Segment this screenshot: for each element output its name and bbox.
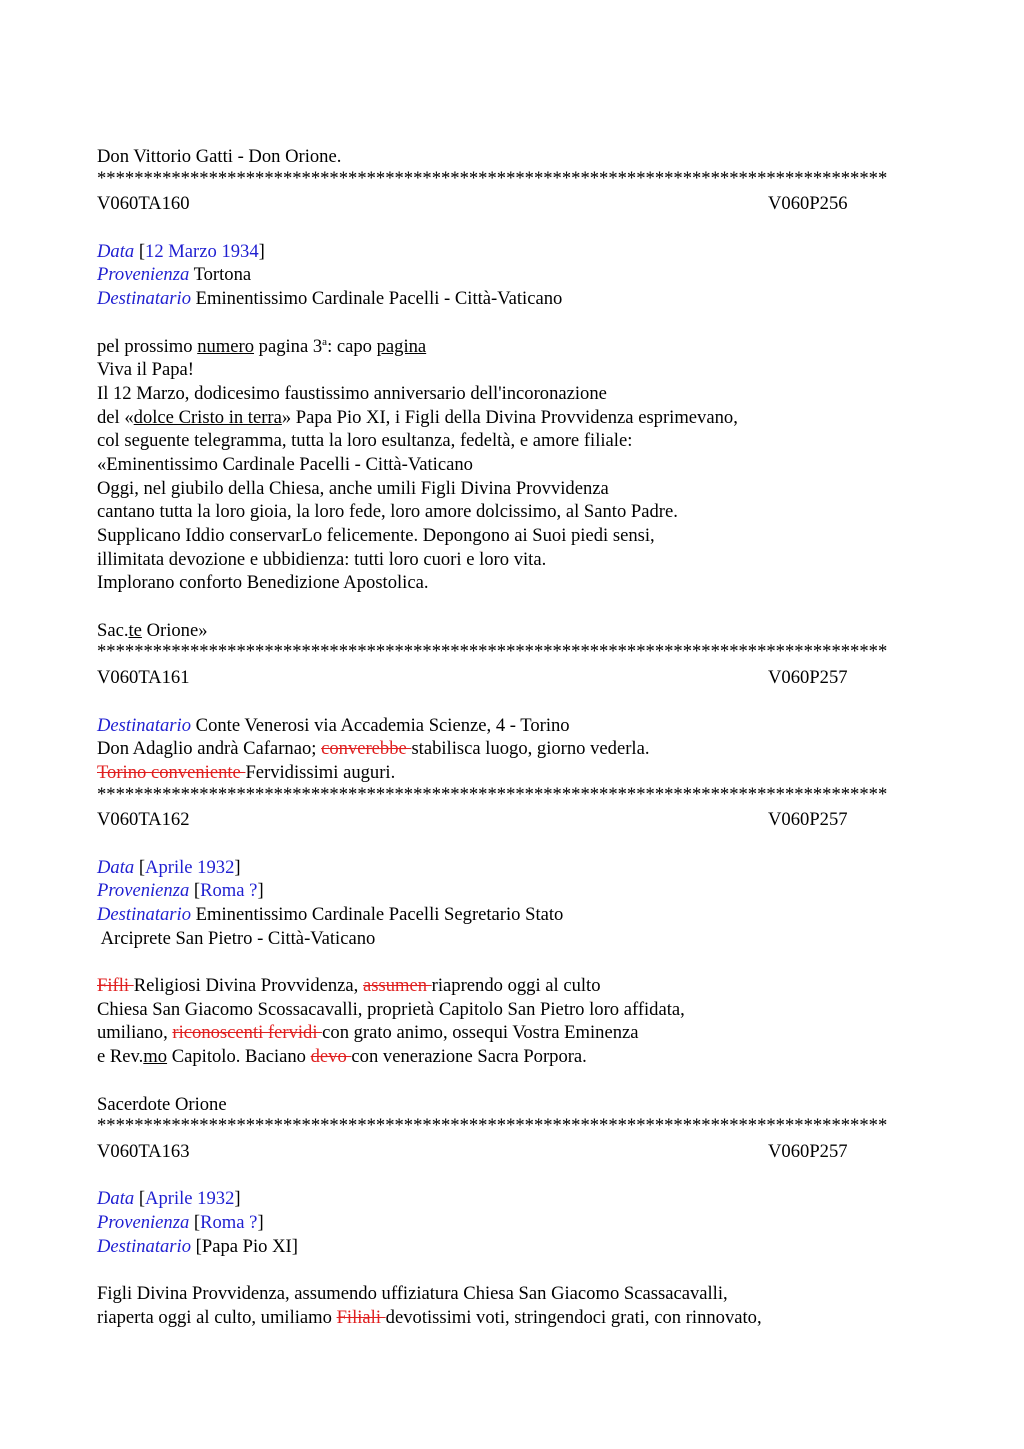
field-destinatario: Destinatario Eminentissimo Cardinale Pacelli - Città-Vaticano [97,288,563,310]
text-line: Implorano conforto Benedizione Apostolica. [97,572,429,594]
field-provenienza: Provenienza [Roma ?] [97,880,264,902]
signature: Sac.te Orione» [97,619,208,641]
text-line: Chiesa San Giacomo Scossacavalli, proprietà Capitolo San Pietro loro affidata, [97,998,685,1020]
page-ref: V060P257 [768,667,848,689]
field-destinatario: Destinatario [Papa Pio XI] [97,1235,298,1257]
entry-id: V060TA162 [97,809,190,831]
page-ref: V060P257 [768,1140,848,1162]
text-line: del «dolce Cristo in terra» Papa Pio XI, i Figli della Divina Provvidenza esprimevano, [97,406,738,428]
page-ref: V060P256 [768,193,848,215]
field-provenienza: Provenienza [Roma ?] [97,1211,264,1233]
separator: ************************************************************************************* [97,1116,888,1137]
entry-id: V060TA161 [97,667,190,689]
entry-header [97,666,927,690]
text-line: Oggi, nel giubilo della Chiesa, anche umili Figli Divina Provvidenza [97,477,609,499]
field-destinatario-cont: Arciprete San Pietro - Città-Vaticano [97,927,376,949]
entry-id: V060TA163 [97,1140,190,1162]
field-destinatario: Destinatario Eminentissimo Cardinale Pacelli Segretario Stato [97,904,564,925]
text-line: Torino conveniente Fervidissimi auguri. [97,761,396,783]
text-line: Figli Divina Provvidenza, assumendo uffiziatura Chiesa San Giacomo Scassacavalli, [97,1283,728,1304]
page-ref: V060P257 [768,809,848,831]
field-data: Data [Aprile 1932] [97,1188,241,1210]
entry-header [97,808,927,832]
text-line: Viva il Papa! [97,359,194,381]
text-line: Fifli Religiosi Divina Provvidenza, assumen riaprendo oggi al culto [97,975,601,997]
text-line: col seguente telegramma, tutta la loro esultanza, fedeltà, e amore filiale: [97,430,633,452]
field-destinatario: Destinatario Conte Venerosi via Accademia Scienze, 4 - Torino [97,714,570,736]
text-line: Don Adaglio andrà Cafarnao; converebbe stabilisca luogo, giorno vederla. [97,738,650,760]
text-line: umiliano, riconoscenti fervidi con grato animo, ossequi Vostra Eminenza [97,1022,639,1044]
editorial-note: pel prossimo numero pagina 3$^a$: capo pagina [97,335,427,357]
text-line: «Eminentissimo Cardinale Pacelli - Città-Vaticano [97,453,473,475]
text-line: e Rev.mo Capitolo. Baciano devo con venerazione Sacra Porpora. [97,1046,587,1068]
signature: Sacerdote Orione [97,1093,227,1115]
separator: ************************************************************************************* [97,642,888,663]
field-data: Data [Aprile 1932] [97,856,241,878]
entry-header [97,192,927,216]
separator: ************************************************************************************* [97,168,888,189]
entry-id: V060TA160 [97,193,190,215]
document-page [97,145,927,1329]
document-title: Don Vittorio Gatti - Don Orione. [97,146,342,167]
entry-header [97,1140,927,1164]
text-line: Supplicano Iddio conservarLo felicemente. Depongono ai Suoi piedi sensi, [97,525,655,546]
text-line: riaperta oggi al culto, umiliamo Filiali devotissimi voti, stringendoci grati, con rinnovato, [97,1306,762,1328]
separator: ************************************************************************************* [97,784,888,805]
field-provenienza: Provenienza Tortona [97,264,252,286]
text-line: cantano tutta la loro gioia, la loro fede, loro amore dolcissimo, al Santo Padre. [97,501,678,523]
text-line: illimitata devozione e ubbidienza: tutti loro cuori e loro vita. [97,548,547,570]
text-line: Il 12 Marzo, dodicesimo faustissimo anniversario dell'incoronazione [97,382,607,404]
field-data: Data [12 Marzo 1934] [97,240,265,262]
